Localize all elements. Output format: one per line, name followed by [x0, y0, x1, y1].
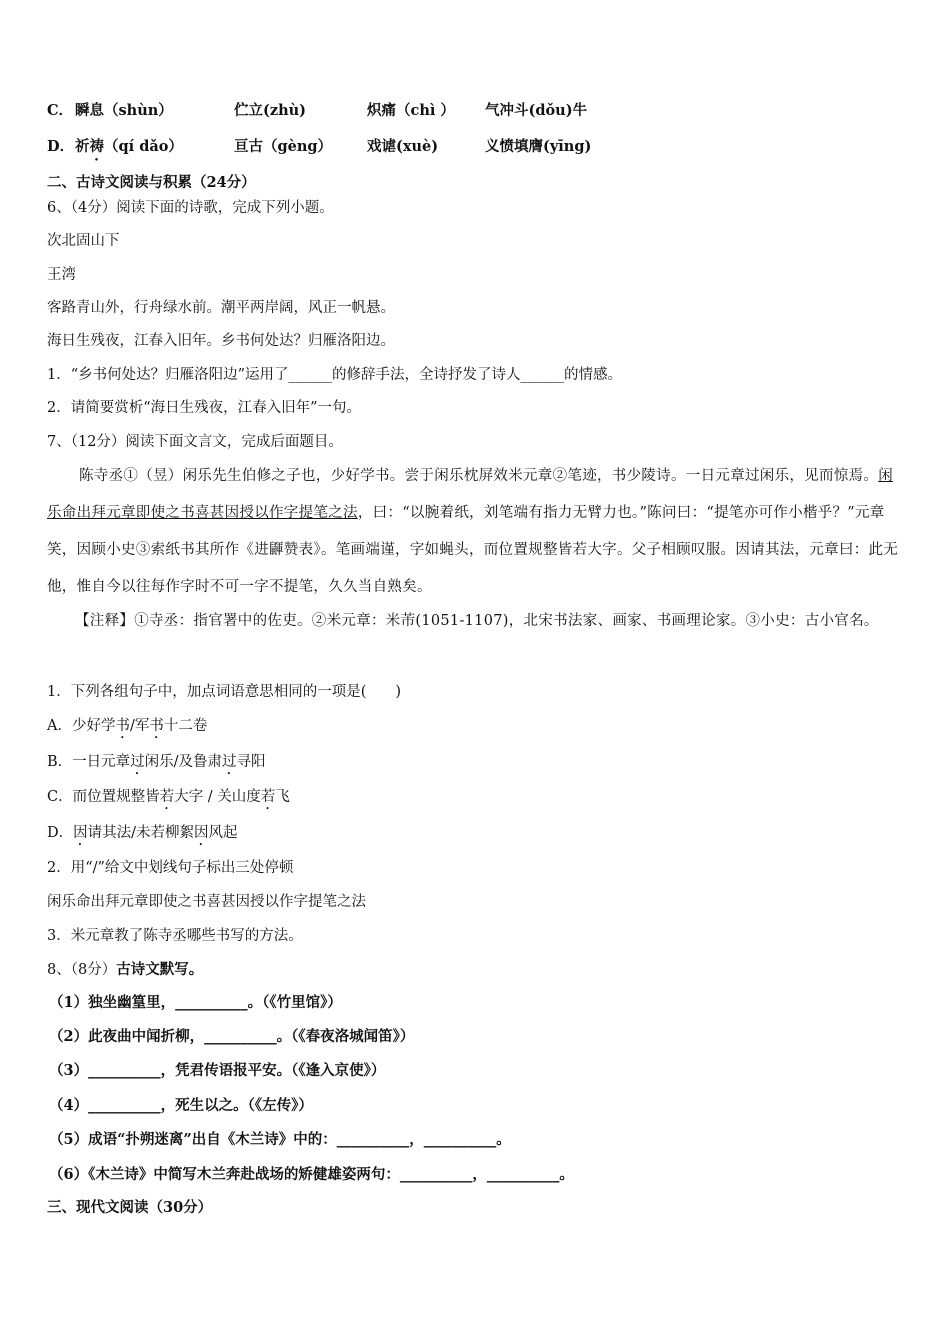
q7-passage-part-1: 陈寺丞①（昱）闲乐先生伯修之子也，少好学书。尝于闲乐枕屏效米元章②笔迹，书少陵诗。一日元章过闲乐，见而惊焉。: [79, 468, 879, 484]
q7-option-a-dotted-1: 书: [115, 718, 130, 734]
q7-option-a-dotted-2: 书: [149, 718, 164, 734]
poem-author: 王湾: [47, 267, 76, 283]
q7-option-c: [47, 787, 290, 813]
q8-intro-title: 古诗文默写。: [116, 961, 204, 978]
q7-option-c-text-1: C．而位置规整皆: [47, 789, 160, 805]
q7-option-b-dotted-1: 过: [130, 754, 145, 770]
option-d-word-1-char-1: 祈: [75, 138, 90, 155]
section-2-heading: 二、古诗文阅读与积累（24分）: [47, 174, 256, 191]
q7-option-a-text-3: 十二卷: [163, 718, 208, 734]
option-d-label: D．: [47, 138, 75, 155]
q7-option-b: [47, 752, 266, 778]
q7-option-c-text-2: 大字 / 关山度: [174, 789, 261, 805]
poem-line-2: 海日生残夜，江春入旧年。乡书何处达？归雁洛阳边。: [47, 333, 395, 349]
q6-sub-question-1: 1．“乡书何处达？归雁洛阳边”运用了______的修辞手法，全诗抒发了诗人______的情感。: [47, 367, 623, 383]
q7-sub-question-2-sentence: 闲乐命出拜元章即使之书喜甚因授以作字提笔之法: [47, 894, 366, 910]
option-d-word-1: [75, 137, 183, 164]
poem-title: 次北固山下: [47, 233, 120, 249]
q7-intro: 7、（12分）阅读下面文言文，完成后面题目。: [47, 434, 343, 450]
q7-option-a-text-2: /军: [129, 718, 150, 734]
q7-option-c-dotted-2: 若: [260, 789, 276, 805]
q8-line-5: （5）成语“扑朔迷离”出自《木兰诗》中的：__________，__________。: [49, 1131, 511, 1148]
q7-sub-question-2: 2．用“/”给文中划线句子标出三处停顿: [47, 860, 294, 876]
option-c-word-4: 气冲斗(dǒu)牛: [485, 102, 588, 119]
q7-sub-question-1: 1．下列各组句子中，加点词语意思相同的一项是( ): [47, 684, 402, 700]
poem-line-1: 客路青山外，行舟绿水前。潮平两岸阔，风正一帆悬。: [47, 300, 395, 316]
q7-option-d-text-2: 请其法/未若柳絮: [87, 825, 195, 841]
option-d-word-1-char-2-dotted: 祷: [89, 138, 104, 155]
section-3-heading: 三、现代文阅读（30分）: [47, 1199, 213, 1216]
option-d-word-2: 亘古（gèng）: [234, 138, 333, 155]
q7-sub-question-3: 3．米元章教了陈寺丞哪些书写的方法。: [47, 928, 303, 944]
q7-option-c-dotted-1: 若: [159, 789, 175, 805]
q7-option-d-text-3: 风起: [208, 825, 238, 841]
q7-passage: [47, 458, 907, 606]
q7-option-d-dotted-2: 因: [194, 825, 209, 841]
q6-intro: 6、（4分）阅读下面的诗歌，完成下列小题。: [47, 200, 334, 216]
q7-option-a-text-1: A．少好学: [47, 718, 116, 734]
option-d-word-3: 戏谑(xuè): [367, 138, 439, 155]
q7-option-d-dotted-1: 因: [73, 825, 88, 841]
option-d-word-4: 义愤填膺(yīng): [485, 138, 592, 155]
q7-option-b-text-2: 闲乐/及鲁肃: [144, 754, 223, 770]
q7-annotation: 【注释】①寺丞：指官署中的佐吏。②米元章：米芾(1051-1107)，北宋书法家、画家、书画理论家。③小史：古小官名。: [75, 613, 879, 629]
q7-option-b-dotted-2: 过: [222, 754, 237, 770]
q6-sub-question-2: 2．请简要赏析“海日生残夜，江春入旧年”一句。: [47, 400, 362, 416]
q8-line-6: （6）《木兰诗》中简写木兰奔赴战场的矫健雄姿两句：__________，__________。: [49, 1166, 574, 1183]
q7-passage-underlined-sentence: 闲乐命出拜元章即使之书喜甚因授以作字提笔之法: [47, 468, 894, 521]
q7-option-d: [47, 823, 238, 849]
option-c-word-2: 伫立(zhù): [234, 102, 307, 119]
option-c-label: C．: [47, 102, 74, 119]
q8-line-3: （3）__________，凭君传语报平安。（《逢入京使》）: [49, 1062, 386, 1079]
q8-line-2: （2）此夜曲中闻折柳，__________。（《春夜洛城闻笛》）: [49, 1028, 415, 1045]
q7-option-b-text-1: B．一日元章: [47, 754, 131, 770]
q8-line-4: （4）__________，死生以之。（《左传》）: [49, 1097, 313, 1114]
option-c-word-3: 炽痛（chì ）: [367, 102, 455, 119]
q8-intro-score: 8、（8分）: [47, 962, 117, 978]
q8-intro: [47, 960, 203, 980]
q7-passage-part-2: ，曰：“以腕着纸，刘笔端有指力无臂力也。”陈问曰：“提笔亦可作小楷乎？”元章笑，因顾小史③索纸书其所作《进鼲赞表》。笔画端谨，字如蝇头，而位置规整皆若大字。父子相顾叹服。因请其法，元章曰：此无他，惟自今以往每作字时不可一字不提笔，久久当自熟矣。: [47, 505, 899, 595]
q7-option-a: [47, 716, 207, 742]
q7-option-d-text-1: D．: [47, 825, 74, 841]
q7-option-b-text-3: 寻阳: [236, 754, 266, 770]
option-d-word-1-pinyin: （qí dǎo）: [104, 138, 183, 155]
option-c-word-1: 瞬息（shùn）: [75, 102, 173, 119]
q8-line-1: （1）独坐幽篁里，__________。（《竹里馆》）: [49, 994, 342, 1011]
q7-option-c-text-3: 飞: [275, 789, 290, 805]
